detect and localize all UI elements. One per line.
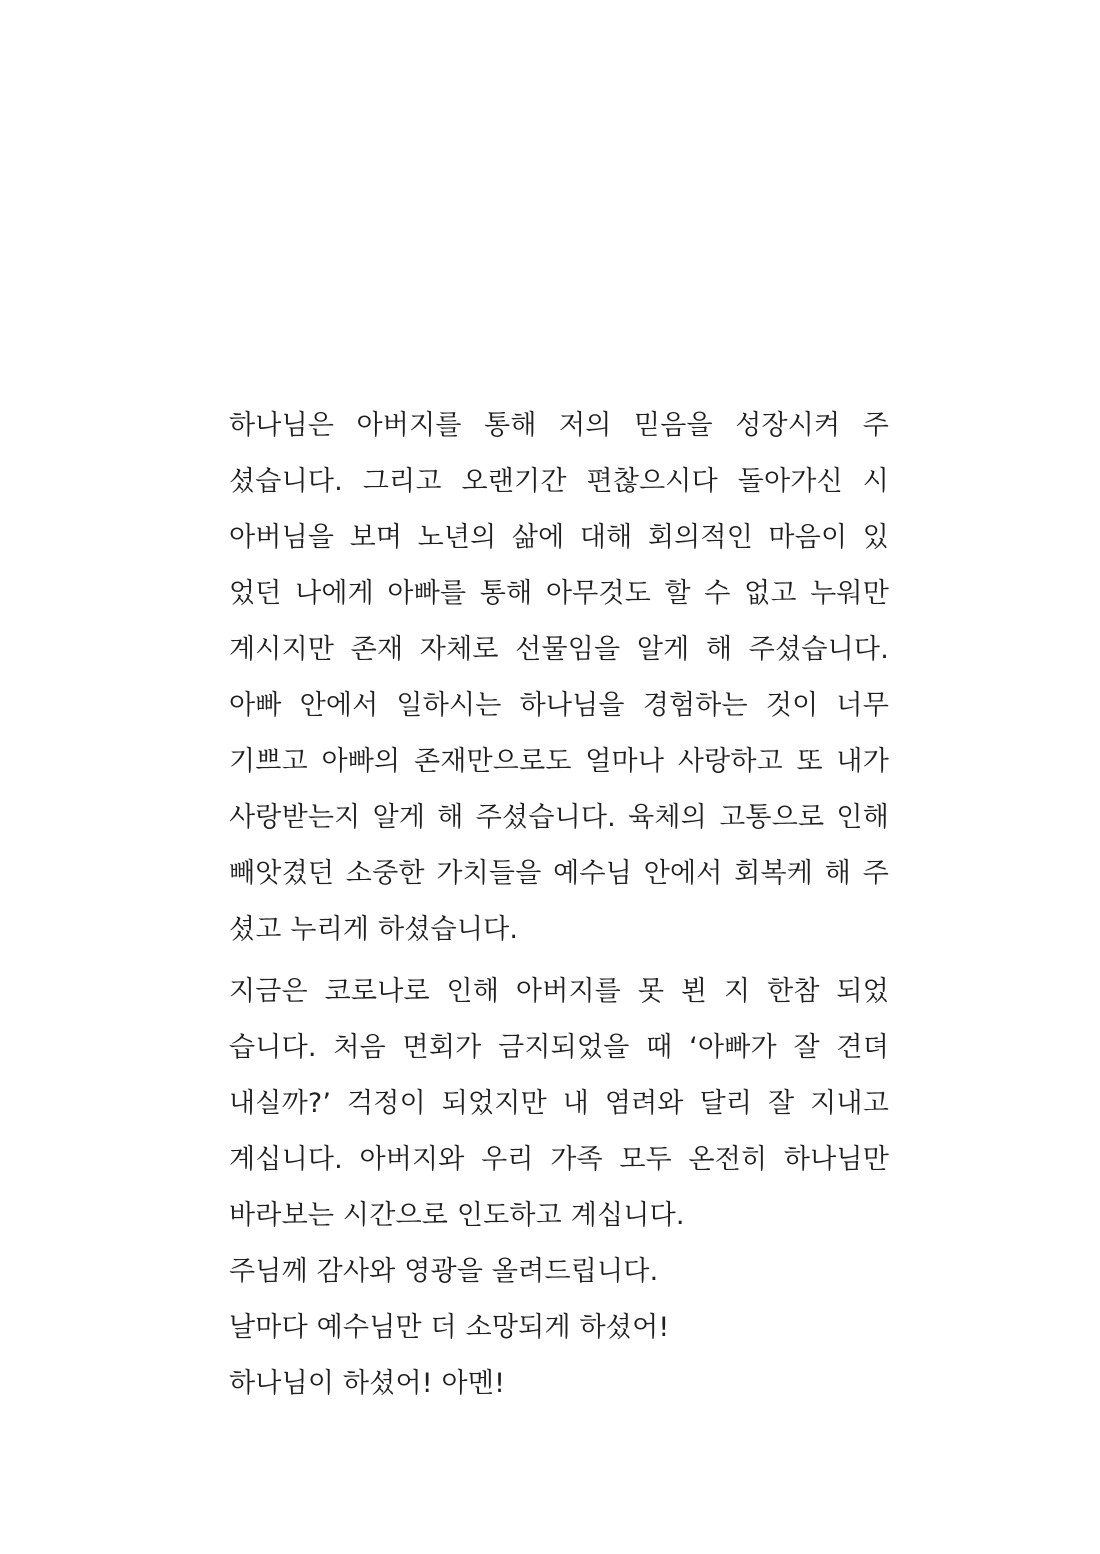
text-line: 아빠 안에서 일하시는 하나님을 경험하는 것이 너무 [229,690,889,721]
text-line: 셨습니다. 그리고 오랜기간 편찮으시다 돌아가신 시 [229,466,889,497]
text-line: 지금은 코로나로 인해 아버지를 못 뵌 지 한참 되었 [229,976,889,1007]
text-line: 계시지만 존재 자체로 선물임을 알게 해 주셨습니다. [229,634,889,665]
text-line: 기쁘고 아빠의 존재만으로도 얼마나 사랑하고 또 내가 [229,746,889,777]
text-line: 바라보는 시간으로 인도하고 계십니다. [229,1200,685,1231]
paragraph-1 [229,398,889,958]
text-line: 하나님은 아버지를 통해 저의 믿음을 성장시켜 주 [229,410,889,441]
text-line: 셨고 누리게 하셨습니다. [229,914,519,945]
text-line: 빼앗겼던 소중한 가치들을 예수님 안에서 회복케 해 주 [229,858,889,889]
text-line: 사랑받는지 알게 해 주셨습니다. 육체의 고통으로 인해 [229,802,889,833]
text-line: 날마다 예수님만 더 소망되게 하셨어! [229,1312,670,1343]
text-line: 내실까?’ 걱정이 되었지만 내 염려와 달리 잘 지내고 [229,1088,889,1119]
text-line: 주님께 감사와 영광을 올려드립니다. [229,1256,659,1287]
text-line: 습니다. 처음 면회가 금지되었을 때 ‘아빠가 잘 견뎌 [229,1032,889,1063]
paragraph-2 [229,964,889,1412]
text-line: 아버님을 보며 노년의 삶에 대해 회의적인 마음이 있 [229,522,889,553]
text-line: 었던 나에게 아빠를 통해 아무것도 할 수 없고 누워만 [229,578,889,609]
text-line: 계십니다. 아버지와 우리 가족 모두 온전히 하나님만 [229,1144,889,1175]
text-line: 하나님이 하셨어! 아멘! [229,1368,506,1399]
